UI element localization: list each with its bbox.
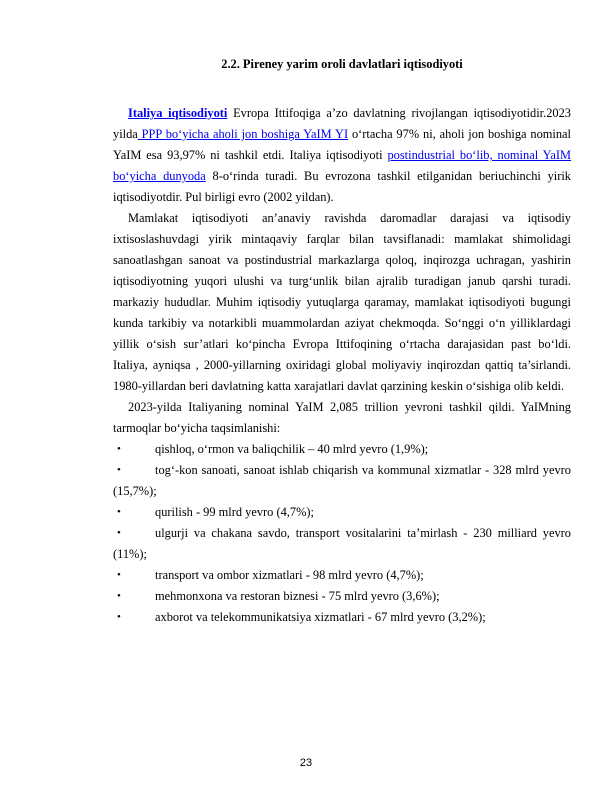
list-item-text: mehmonxona va restoran biznesi - 75 mlrd yevro (3,6%); — [155, 589, 440, 603]
list-item — [113, 607, 571, 628]
list-item-text: ulgurji va chakana savdo, transport vositalarini ta’mirlash - 230 milliard yevro (11%); — [113, 526, 571, 561]
list-item-text: transport va ombor xizmatlari - 98 mlrd yevro (4,7%); — [155, 568, 424, 582]
postindustrial-link[interactable]: postindustrial bo‘lib, nominal YaIM bo‘yicha dunyoda — [113, 148, 571, 183]
list-item — [113, 523, 571, 565]
list-item — [113, 439, 571, 460]
italy-economy-link[interactable]: Italiya iqtisodiyoti — [128, 106, 228, 120]
list-item — [113, 460, 571, 502]
body-text — [113, 103, 571, 628]
list-item-text: qurilish - 99 mlrd yevro (4,7%); — [155, 505, 314, 519]
bullet-icon: • — [117, 443, 121, 455]
section-heading: 2.2. Pireney yarim oroli davlatlari iqtisodiyoti — [221, 57, 463, 71]
bullet-icon: • — [117, 506, 121, 518]
bullet-icon: • — [117, 527, 121, 539]
list-item — [113, 586, 571, 607]
list-item-text: tog‘-kon sanoati, sanoat ishlab chiqarish va kommunal xizmatlar - 328 mlrd yevro (15,7%); — [113, 463, 571, 498]
gdp-2023-paragraph: 2023-yilda Italiyaning nominal YaIM 2,085 trillion yevroni tashkil qildi. YaIMning tarmoqlar bo‘yicha taqsimlanishi: — [113, 400, 571, 435]
list-item-text: qishloq, o‘rmon va baliqchilik – 40 mlrd yevro (1,9%); — [155, 442, 429, 456]
economy-description-paragraph: Mamlakat iqtisodiyoti an’anaviy ravishda daromadlar darajasi va iqtisodiy ixtisoslashuvdagi yirik mintaqaviy farqlar bilan tavsiflanadi: mamlakat shimolidagi sanoatlashgan sanoat va postindustrial markazlarga qoloq, inqirozga uchragan, yashirin iqtisodiyotning yuqori ulushi va turg‘unlik bilan ajralib turadigan janub qarshi turadi. markaziy hududlar. Muhim iqtisodiy yutuqlarga qaramay, mamlakat iqtisodiyoti bugungi kunda tarkibiy va notarkibli muammolardan aziyat chekmoqda. So‘nggi o‘n yilliklardagi yillik o‘sish sur’atlari ko‘pincha Evropa Ittifoqining o‘rtacha darajasidan past bo‘ldi. Italiya, ayniqsa , 2000-yillarning oxiridagi global moliyaviy inqirozdan qattiq ta’sirlandi. 1980-yillardan beri davlatning katta xarajatlari davlat qarzining keskin o‘sishiga olib keldi. — [113, 211, 571, 393]
intro-text-2: o‘rtacha 97% ni, aholi jon boshiga nominal YaIM esa 93,97% ni tashkil etdi. Italiya iqtisodiyoti — [113, 127, 572, 162]
list-item — [113, 565, 571, 586]
ppp-gdp-link[interactable]: PPP bo‘yicha aholi jon boshiga YaIM YI — [137, 127, 349, 141]
bullet-icon: • — [117, 569, 121, 581]
bullet-icon: • — [117, 611, 121, 623]
intro-paragraph — [113, 103, 571, 208]
intro-text-1: Evropa Ittifoqiga a’zo davlatning rivojlangan iqtisodiyotidir.2023 yilda — [113, 106, 571, 141]
bullet-icon: • — [117, 464, 121, 476]
list-item-text: axborot va telekommunikatsiya xizmatlari - 67 mlrd yevro (3,2%); — [155, 610, 486, 624]
bullet-icon: • — [117, 590, 121, 602]
intro-text-3: 8-o‘rinda turadi. Bu evrozona tashkil etilganidan beriuchinchi yirik iqtisodiyotdir. Pul birligi evro (2002 yildan). — [113, 169, 572, 204]
list-item — [113, 502, 571, 523]
page-number: 23 — [299, 757, 313, 769]
gdp-sector-list — [113, 439, 571, 628]
